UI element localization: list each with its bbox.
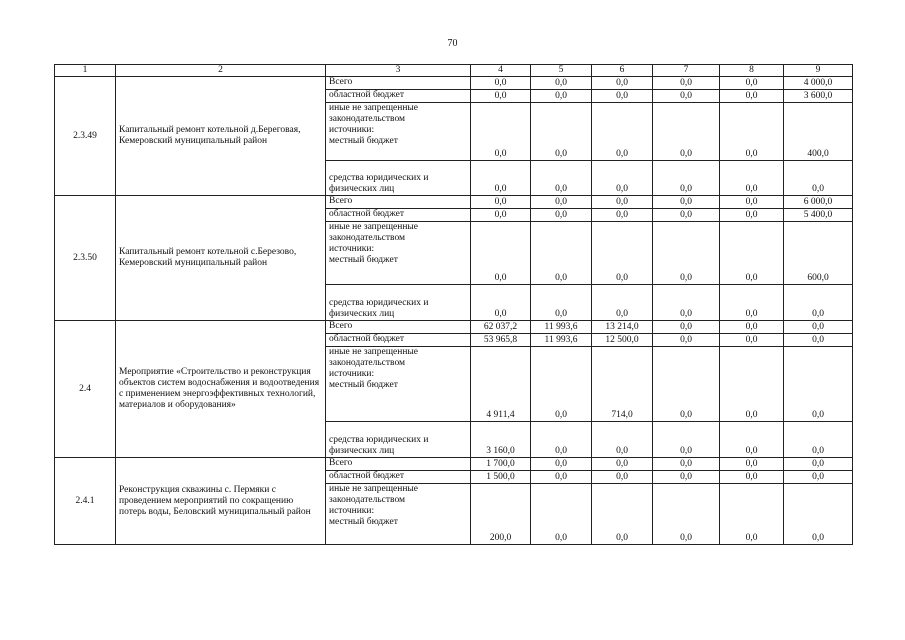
funding-source-line: физических лиц [329,184,395,194]
amount-cell: 0,0 [471,285,531,321]
budget-table [54,64,853,545]
column-header: 3 [326,65,471,77]
funding-source-line: средства юридических и [329,435,429,445]
amount-cell: 0,0 [784,347,853,422]
amount-cell: 0,0 [653,347,720,422]
amount-cell: 0,0 [784,458,853,471]
item-code: 2.4.1 [55,458,116,545]
amount-cell: 0,0 [720,484,784,545]
amount-cell: 400,0 [784,103,853,161]
amount-cell: 0,0 [653,458,720,471]
amount-cell: 0,0 [531,222,592,285]
funding-source: областной бюджет [326,90,471,103]
amount-cell: 0,0 [653,103,720,161]
amount-cell: 0,0 [720,334,784,347]
amount-cell: 13 214,0 [592,321,653,334]
amount-cell: 0,0 [720,321,784,334]
funding-source-line: источники: [329,506,375,516]
funding-source-line: местный бюджет [329,380,398,390]
amount-cell: 0,0 [653,471,720,484]
amount-cell: 0,0 [720,90,784,103]
funding-source-line: источники: [329,369,375,379]
funding-source: областной бюджет [326,334,471,347]
amount-cell: 0,0 [592,103,653,161]
table-row [55,458,853,471]
amount-cell: 0,0 [592,161,653,196]
item-name: Капитальный ремонт котельной д.Береговая, Кемеровский муниципальный район [116,77,326,196]
amount-cell: 0,0 [653,209,720,222]
amount-cell: 0,0 [653,196,720,209]
amount-cell: 0,0 [720,161,784,196]
amount-cell: 600,0 [784,222,853,285]
funding-source [326,103,471,161]
column-header: 4 [471,65,531,77]
amount-cell: 0,0 [592,196,653,209]
funding-source [326,484,471,545]
funding-source [326,222,471,285]
amount-cell: 0,0 [531,471,592,484]
item-code: 2.3.49 [55,77,116,196]
header-row [55,65,853,77]
amount-cell: 0,0 [471,196,531,209]
funding-source-line: иные не запрещенные [329,484,419,494]
amount-cell: 0,0 [653,321,720,334]
funding-source: Всего [326,458,471,471]
amount-cell: 0,0 [720,422,784,458]
amount-cell: 53 965,8 [471,334,531,347]
amount-cell: 0,0 [592,471,653,484]
funding-source-line: средства юридических и [329,298,429,308]
amount-cell: 0,0 [531,77,592,90]
amount-cell: 0,0 [592,422,653,458]
amount-cell: 12 500,0 [592,334,653,347]
item-name: Мероприятие «Строительство и реконструкция объектов систем водоснабжения и водоотведения с применением энергоэффективных технологий, материалов и оборудования» [116,321,326,458]
amount-cell: 0,0 [653,222,720,285]
amount-cell: 0,0 [720,458,784,471]
funding-source [326,285,471,321]
column-header: 5 [531,65,592,77]
funding-source-line: местный бюджет [329,136,398,146]
funding-source-line: физических лиц [329,446,395,456]
amount-cell: 0,0 [720,103,784,161]
amount-cell: 0,0 [471,161,531,196]
amount-cell: 0,0 [784,471,853,484]
amount-cell: 0,0 [592,90,653,103]
funding-source-line: физических лиц [329,309,395,319]
funding-source [326,422,471,458]
amount-cell: 0,0 [592,209,653,222]
funding-source: Всего [326,321,471,334]
amount-cell: 0,0 [784,484,853,545]
column-header: 9 [784,65,853,77]
column-header: 1 [55,65,116,77]
amount-cell: 6 000,0 [784,196,853,209]
amount-cell: 0,0 [592,222,653,285]
amount-cell: 0,0 [720,196,784,209]
amount-cell: 0,0 [784,285,853,321]
funding-source-line: источники: [329,244,375,254]
funding-source [326,347,471,422]
table-row [55,196,853,209]
amount-cell: 4 911,4 [471,347,531,422]
amount-cell: 0,0 [531,347,592,422]
amount-cell: 0,0 [531,484,592,545]
funding-source-line: источники: [329,125,375,135]
amount-cell: 0,0 [653,422,720,458]
amount-cell: 0,0 [653,334,720,347]
item-name: Реконструкция скважины с. Пермяки с проведением мероприятий по сокращению потерь воды, Беловский муниципальный район [116,458,326,545]
table-row [55,321,853,334]
column-header: 6 [592,65,653,77]
column-header: 7 [653,65,720,77]
amount-cell: 0,0 [720,209,784,222]
funding-source-line: средства юридических и [329,173,429,183]
funding-source-line: иные не запрещенные [329,222,419,232]
amount-cell: 0,0 [720,471,784,484]
item-name: Капитальный ремонт котельной с.Березово, Кемеровский муниципальный район [116,196,326,321]
funding-source-line: местный бюджет [329,255,398,265]
amount-cell: 11 993,6 [531,321,592,334]
amount-cell: 1 500,0 [471,471,531,484]
amount-cell: 62 037,2 [471,321,531,334]
amount-cell: 0,0 [592,77,653,90]
funding-source-line: законодательством [329,358,406,368]
funding-source-line: иные не запрещенные [329,103,419,113]
amount-cell: 0,0 [720,285,784,321]
amount-cell: 11 993,6 [531,334,592,347]
funding-source-line: законодательством [329,233,406,243]
funding-source: областной бюджет [326,209,471,222]
amount-cell: 0,0 [720,222,784,285]
amount-cell: 714,0 [592,347,653,422]
column-header: 2 [116,65,326,77]
amount-cell: 3 160,0 [471,422,531,458]
amount-cell: 0,0 [471,103,531,161]
column-header: 8 [720,65,784,77]
amount-cell: 0,0 [531,422,592,458]
page-number: 70 [447,38,458,49]
funding-source: Всего [326,77,471,90]
amount-cell: 0,0 [592,484,653,545]
amount-cell: 5 400,0 [784,209,853,222]
amount-cell: 0,0 [784,422,853,458]
table-body [55,77,853,545]
amount-cell: 0,0 [531,458,592,471]
amount-cell: 4 000,0 [784,77,853,90]
funding-source: областной бюджет [326,471,471,484]
amount-cell: 0,0 [471,90,531,103]
amount-cell: 0,0 [531,196,592,209]
funding-source-line: иные не запрещенные [329,347,419,357]
amount-cell: 0,0 [653,90,720,103]
amount-cell: 0,0 [531,161,592,196]
amount-cell: 0,0 [531,90,592,103]
funding-source: Всего [326,196,471,209]
funding-source [326,161,471,196]
item-code: 2.3.50 [55,196,116,321]
amount-cell: 0,0 [592,285,653,321]
amount-cell: 0,0 [471,222,531,285]
amount-cell: 0,0 [531,103,592,161]
amount-cell: 0,0 [653,77,720,90]
amount-cell: 0,0 [720,77,784,90]
amount-cell: 0,0 [471,77,531,90]
amount-cell: 0,0 [531,285,592,321]
funding-source-line: местный бюджет [329,517,398,527]
amount-cell: 0,0 [653,285,720,321]
amount-cell: 0,0 [531,209,592,222]
amount-cell: 0,0 [784,161,853,196]
amount-cell: 0,0 [720,347,784,422]
amount-cell: 0,0 [784,334,853,347]
funding-source-line: законодательством [329,495,406,505]
amount-cell: 0,0 [471,209,531,222]
table-row [55,77,853,90]
amount-cell: 1 700,0 [471,458,531,471]
amount-cell: 3 600,0 [784,90,853,103]
item-code: 2.4 [55,321,116,458]
amount-cell: 200,0 [471,484,531,545]
amount-cell: 0,0 [653,161,720,196]
amount-cell: 0,0 [784,321,853,334]
amount-cell: 0,0 [592,458,653,471]
funding-source-line: законодательством [329,114,406,124]
amount-cell: 0,0 [653,484,720,545]
